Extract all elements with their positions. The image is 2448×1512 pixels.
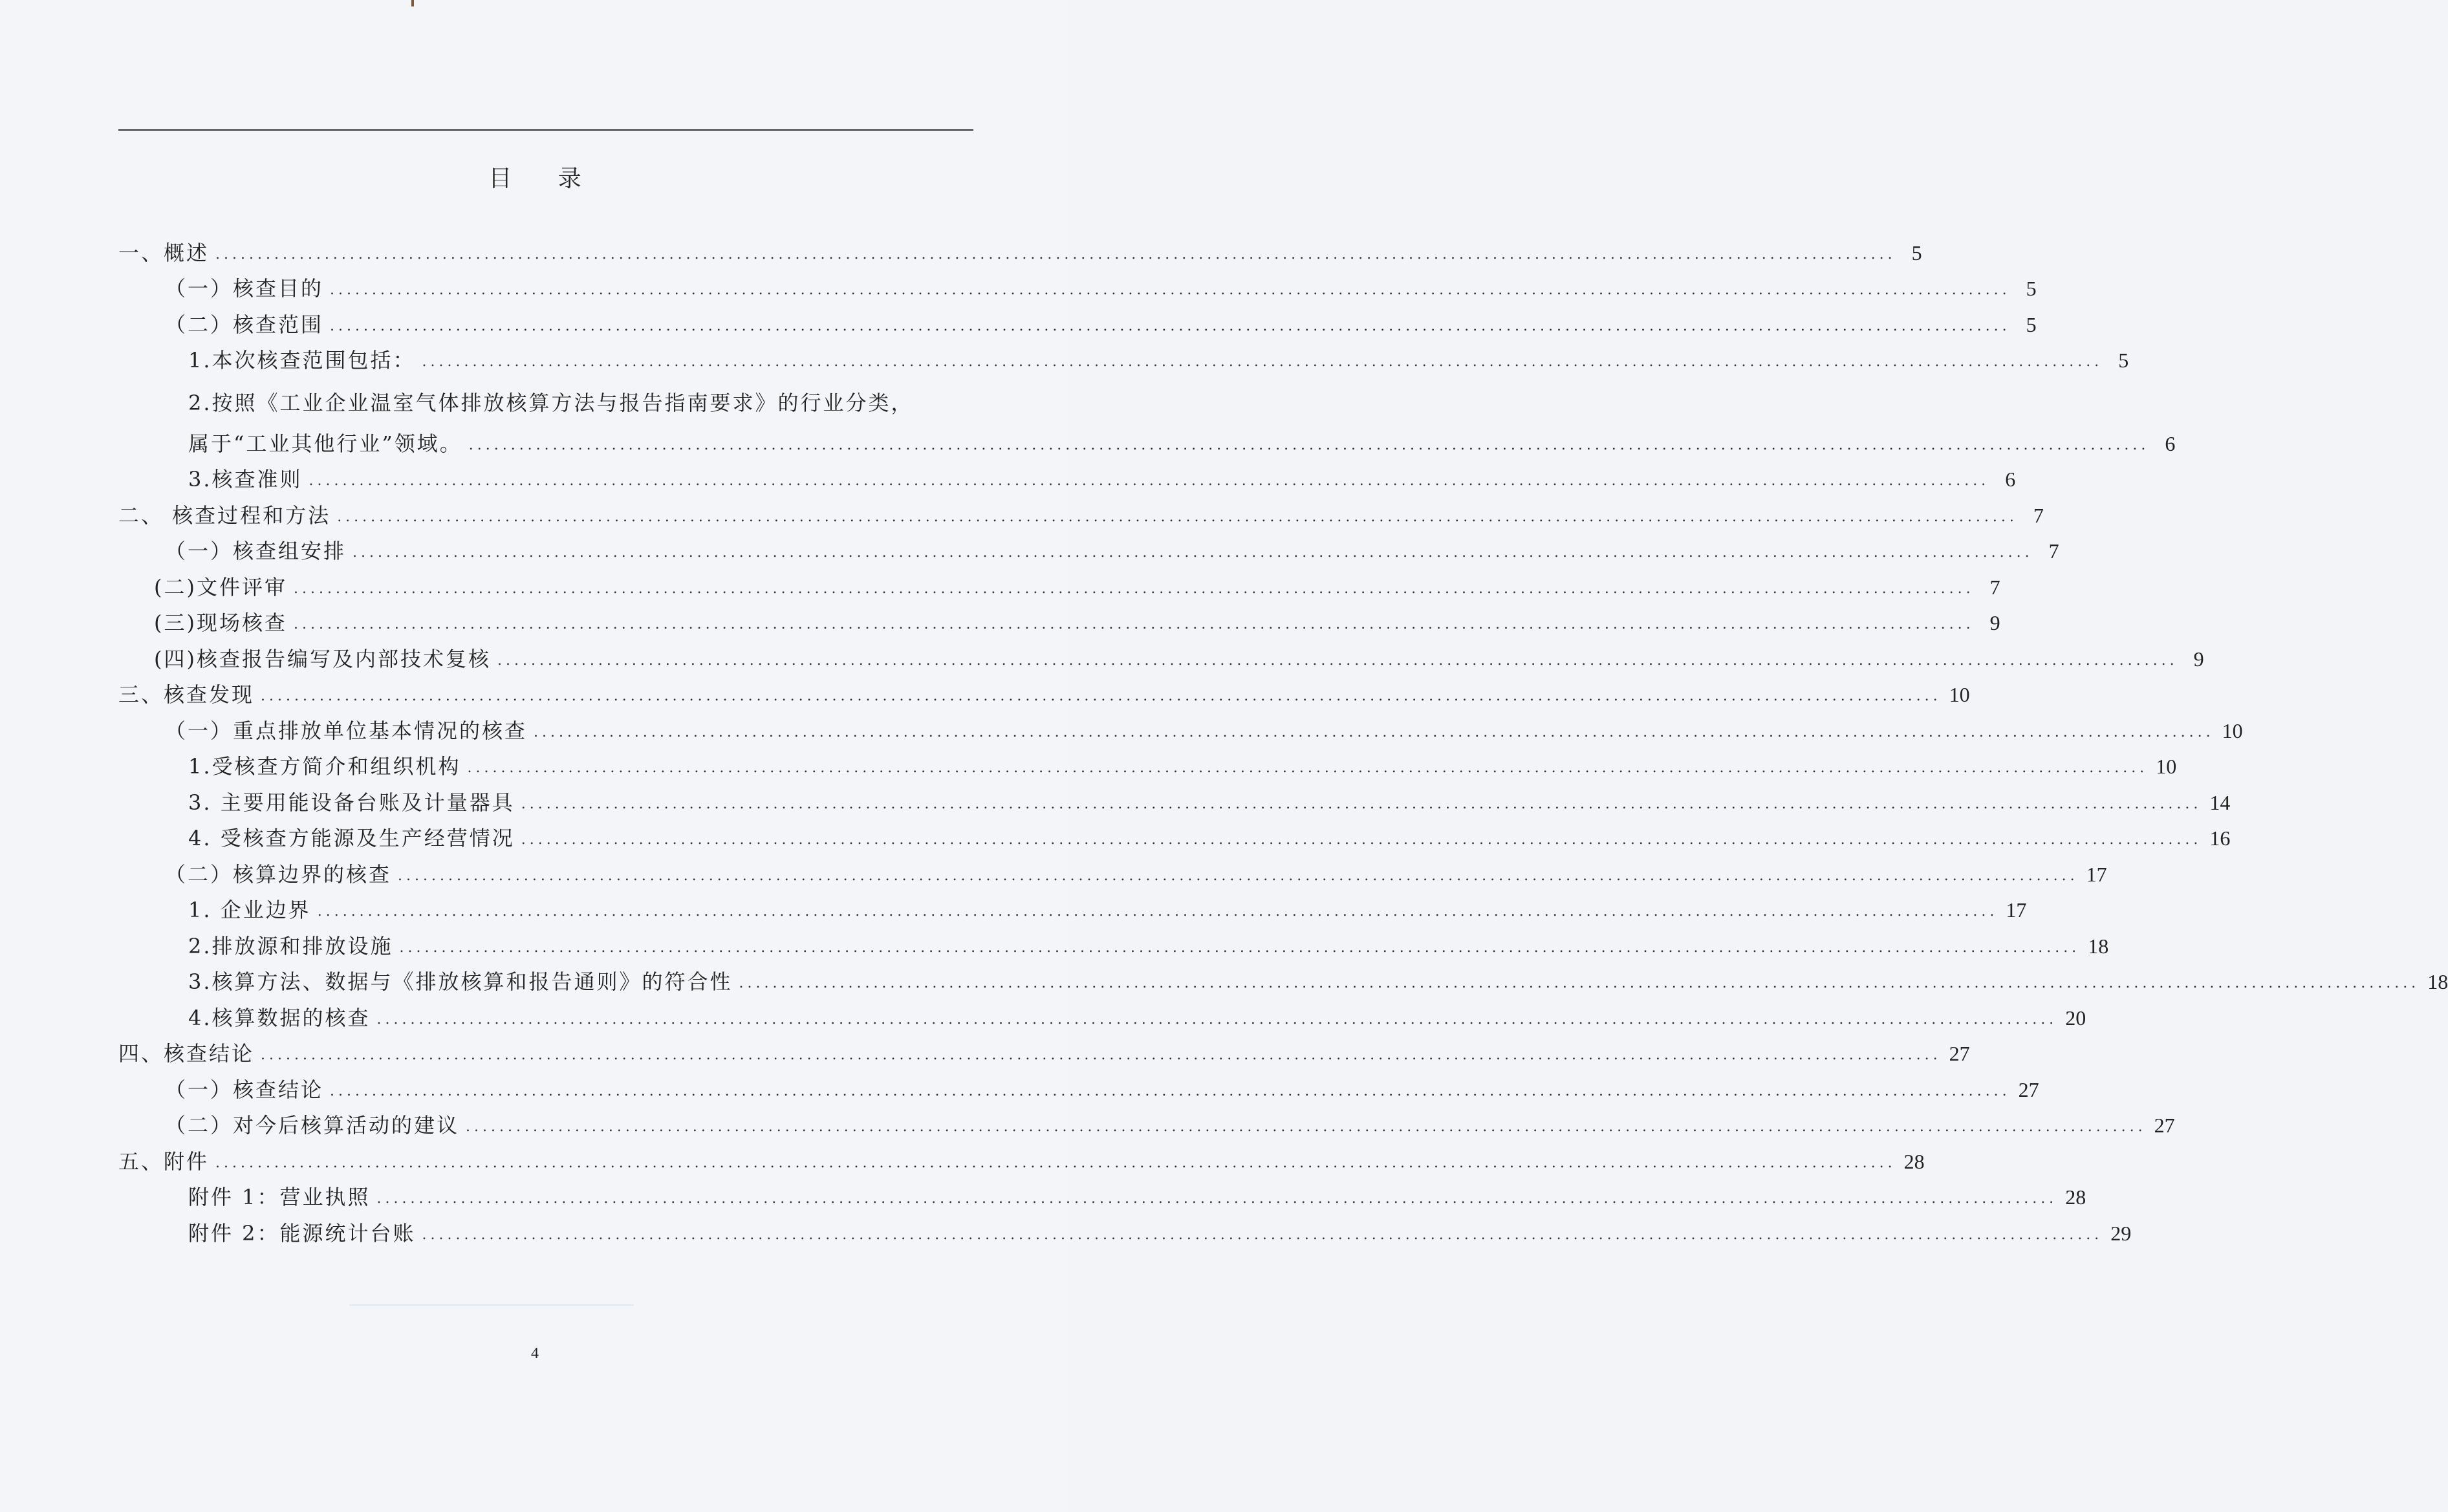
toc-entry-label: 四、核查结论: [118, 1041, 255, 1066]
toc-entry-label: （二）核查范围: [165, 312, 324, 337]
toc-entry[interactable]: [118, 636, 2204, 672]
toc-entry-label: （二）核算边界的核查: [165, 861, 392, 887]
dot-leader: ........................................................................................................................................................................................................: [352, 545, 2033, 561]
toc-entry[interactable]: [118, 995, 2086, 1031]
toc-entry[interactable]: [118, 266, 2037, 302]
dot-leader: ........................................................................................................................................................................................................: [293, 580, 1975, 597]
toc-page-number: 5: [2118, 349, 2129, 372]
dot-leader: ........................................................................................................................................................................................................: [521, 832, 2202, 848]
toc-entry[interactable]: [118, 1031, 1970, 1067]
dot-leader: ........................................................................................................................................................................................................: [330, 318, 2011, 334]
toc-page-number: 14: [2209, 790, 2231, 814]
toc-entry[interactable]: [118, 1103, 2175, 1139]
toc-entry-label: 3. 主要用能设备台账及计量器具: [188, 790, 515, 815]
toc-entry-label: 4.核算数据的核查: [188, 1005, 371, 1030]
dot-leader: ........................................................................................................................................................................................................: [261, 1047, 1942, 1063]
toc-entry-label: (二)文件评审: [154, 574, 287, 599]
dot-leader: ........................................................................................................................................................................................................: [422, 354, 2103, 370]
dot-leader: ........................................................................................................................................................................................................: [422, 1226, 2103, 1243]
toc-page-number: 20: [2065, 1006, 2086, 1030]
toc-entry[interactable]: [118, 923, 2109, 959]
toc-page-number: 7: [1989, 575, 2000, 599]
toc-entry-label-line2: 属于“工业其他行业”领域。: [188, 431, 462, 456]
toc-entry-label: 4. 受核查方能源及生产经营情况: [188, 826, 515, 850]
dot-leader: ........................................................................................................................................................................................................: [466, 1119, 2147, 1135]
toc-entry-label: 1.受核查方简介和组织机构: [188, 754, 461, 779]
toc-entry[interactable]: [118, 457, 2016, 493]
scan-artifact: [411, 0, 414, 6]
header-rule: [118, 129, 973, 131]
dot-leader: ........................................................................................................................................................................................................: [497, 652, 2178, 669]
toc-page-number: 9: [2193, 647, 2204, 671]
toc-entry-label: （一）核查结论: [165, 1077, 324, 1102]
dot-leader: ........................................................................................................................................................................................................: [330, 282, 2011, 298]
dot-leader: ........................................................................................................................................................................................................: [261, 688, 1942, 704]
toc-page-number: 18: [2427, 970, 2448, 993]
toc-entry-label: (四)核查报告编写及内部技术复核: [154, 646, 491, 671]
toc-entry[interactable]: [118, 564, 2000, 600]
toc-page-number: 27: [2018, 1077, 2039, 1101]
toc-entry-multiline[interactable]: [118, 380, 2176, 457]
scan-smudge: [349, 1304, 634, 1306]
toc-page-number: 5: [2026, 312, 2037, 336]
toc-entry[interactable]: [118, 959, 2448, 995]
toc-entry-label: 1. 企业边界: [188, 898, 311, 922]
toc-entry-label: 3.核算方法、数据与《排放核算和报告通则》的符合性: [188, 969, 733, 994]
toc-page-number: 10: [1949, 683, 1970, 706]
toc-entry[interactable]: [118, 338, 2129, 374]
dot-leader: ........................................................................................................................................................................................................: [376, 1191, 2058, 1207]
toc-entry-label: (三)现场核查: [154, 610, 287, 635]
dot-leader: ........................................................................................................................................................................................................: [215, 1154, 1896, 1171]
dot-leader: ........................................................................................................................................................................................................: [468, 437, 2150, 453]
dot-leader: ........................................................................................................................................................................................................: [337, 508, 2018, 525]
toc-page-number: 28: [2065, 1185, 2086, 1209]
dot-leader: ........................................................................................................................................................................................................: [330, 1083, 2011, 1099]
toc-entry-label: 1.本次核查范围包括：: [188, 348, 416, 373]
toc-page-number: 10: [2156, 755, 2177, 778]
toc-entry-label: （一）重点排放单位基本情况的核查: [165, 718, 528, 743]
toc-page-number: 17: [2006, 898, 2027, 922]
toc-page-number: 5: [1911, 241, 1922, 265]
toc-page-number: 16: [2209, 826, 2231, 850]
toc-entry[interactable]: [118, 744, 2177, 780]
dot-leader: ........................................................................................................................................................................................................: [309, 473, 1990, 489]
page-number: 4: [531, 1345, 539, 1362]
toc-entry-label: （一）核查组安排: [165, 539, 347, 563]
toc-page-number: 17: [2086, 862, 2107, 886]
toc-entry-label: 3.核查准则: [188, 467, 303, 491]
toc-title: 目 录: [488, 166, 601, 192]
toc-entry[interactable]: [118, 1210, 2132, 1246]
toc-entry[interactable]: [118, 815, 2231, 852]
dot-leader: ........................................................................................................................................................................................................: [534, 724, 2215, 740]
toc-entry[interactable]: [118, 887, 2027, 923]
toc-entry-label: 2.排放源和排放设施: [188, 933, 393, 958]
toc-page-number: 10: [2222, 718, 2243, 742]
toc-entry-label: 五、附件: [118, 1149, 210, 1174]
dot-leader: ........................................................................................................................................................................................................: [215, 246, 1896, 263]
dot-leader: ........................................................................................................................................................................................................: [521, 795, 2202, 812]
toc-entry[interactable]: [118, 492, 2044, 528]
toc-page-number: 7: [2033, 503, 2044, 527]
toc-entry-label-line1: 2.按照《工业企业温室气体排放核算方法与报告指南要求》的行业分类，: [188, 390, 914, 415]
toc-page-number: 6: [2005, 468, 2016, 491]
dot-leader: ........................................................................................................................................................................................................: [293, 616, 1975, 632]
toc-entry[interactable]: [118, 301, 2037, 338]
toc-page-number: 29: [2110, 1221, 2132, 1245]
dot-leader: ........................................................................................................................................................................................................: [739, 975, 2420, 991]
toc-page-number: 28: [1903, 1149, 1925, 1173]
toc-entry[interactable]: [118, 1138, 1925, 1174]
toc-entry[interactable]: [118, 528, 2059, 565]
dot-leader: ........................................................................................................................................................................................................: [399, 939, 2081, 956]
dot-leader: ........................................................................................................................................................................................................: [376, 1011, 2058, 1028]
dot-leader: ........................................................................................................................................................................................................: [317, 903, 1998, 920]
toc-page-number: 7: [2048, 539, 2059, 563]
toc-entry[interactable]: [118, 672, 1970, 708]
table-of-contents: [118, 230, 2448, 1246]
toc-entry-label: 一、概述: [118, 240, 210, 265]
toc-entry[interactable]: [118, 600, 2000, 636]
toc-entry[interactable]: [118, 1066, 2039, 1103]
dot-leader: ........................................................................................................................................................................................................: [467, 760, 2149, 776]
toc-entry-label: （二）对今后核算活动的建议: [165, 1113, 460, 1138]
toc-page-number: 5: [2026, 277, 2037, 300]
toc-entry[interactable]: [118, 230, 1922, 266]
toc-page-number: 27: [1949, 1042, 1970, 1065]
toc-entry[interactable]: [118, 851, 2107, 887]
toc-entry[interactable]: [118, 1174, 2086, 1211]
toc-entry-label: （一）核查目的: [165, 276, 324, 301]
toc-entry-label: 附件 1：营业执照: [188, 1185, 371, 1209]
toc-entry-label: 附件 2：能源统计台账: [188, 1220, 416, 1246]
toc-page-number: 6: [2165, 431, 2176, 455]
dot-leader: ........................................................................................................................................................................................................: [398, 867, 2079, 884]
toc-entry[interactable]: [118, 707, 2243, 744]
toc-entry-label: 二、 核查过程和方法: [118, 502, 331, 528]
toc-page-number: 27: [2154, 1114, 2175, 1137]
toc-page-number: 18: [2088, 934, 2109, 958]
toc-page-number: 9: [1989, 611, 2000, 634]
toc-entry[interactable]: [118, 779, 2231, 815]
toc-entry-label: 三、核查发现: [118, 682, 255, 707]
